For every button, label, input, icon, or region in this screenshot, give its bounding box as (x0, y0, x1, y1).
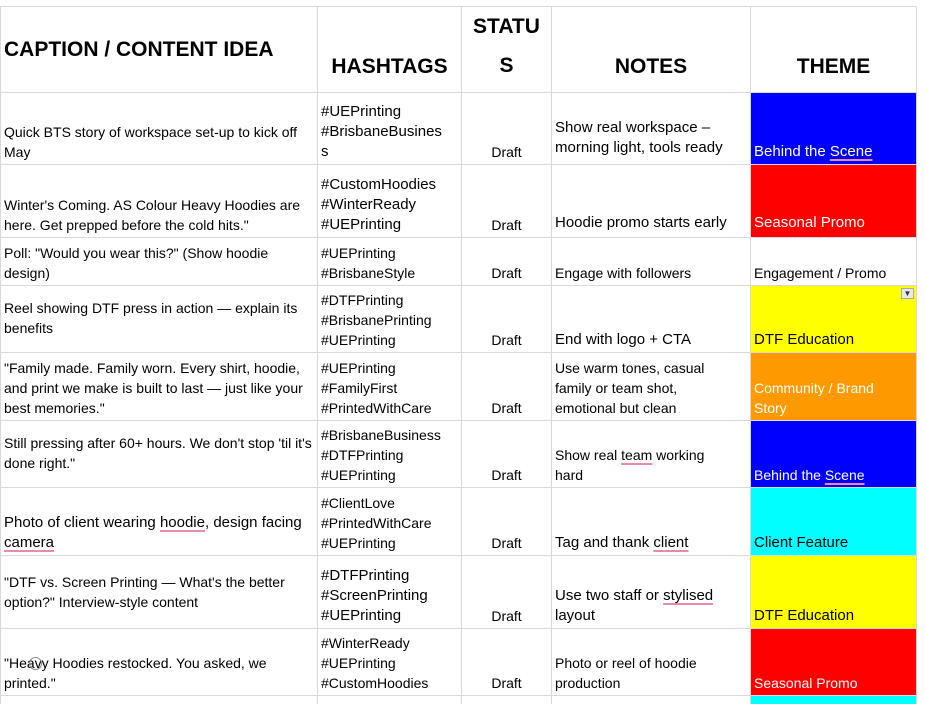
theme-text: Seasonal Promo (754, 675, 858, 691)
notes-line (555, 586, 747, 606)
hashtags-cell[interactable] (318, 238, 462, 286)
spellcheck-underline: hoodie (159, 514, 205, 531)
header-row (1, 7, 917, 93)
caption-cell[interactable] (1, 696, 318, 704)
status-cell[interactable]: Draft (462, 238, 552, 286)
theme-text: Seasonal Promo (754, 214, 865, 231)
hashtag: #UEPrinting (321, 103, 402, 120)
hashtag: #UEPrinting (321, 655, 396, 671)
spreadsheet (0, 6, 925, 704)
hashtag: #UEPrinting (321, 467, 396, 483)
hashtag: #WinterReady (321, 635, 410, 651)
table-row (1, 238, 917, 286)
theme-text: DTF Education (754, 331, 855, 348)
table-row (1, 165, 917, 238)
hashtag: #FamilyFirst (321, 380, 398, 396)
hashtag: #UEPrinting (321, 607, 402, 624)
status-cell[interactable]: Draft (462, 629, 552, 696)
caption-cell[interactable]: Winter's Coming. AS Colour Heavy Hoodies are here. Get prepped before the cold hits." (1, 165, 318, 238)
status-cell[interactable]: Draft (462, 421, 552, 488)
status-cell[interactable]: Draft (462, 286, 552, 353)
status-cell[interactable]: Draft (462, 93, 552, 165)
status-cell[interactable]: Draft (462, 556, 552, 629)
hashtag: #BrisbaneBusiness (321, 427, 441, 443)
caption-cell[interactable]: Poll: "Would you wear this?" (Show hoodie design) (1, 238, 318, 286)
theme-cell[interactable] (751, 93, 917, 165)
hashtag: #BrisbaneBusines (321, 123, 442, 140)
hashtag: #PrintedWithCare (321, 400, 432, 416)
notes-cell[interactable] (552, 629, 751, 696)
hashtags-cell[interactable] (318, 93, 462, 165)
header-hashtags[interactable]: HASHTAGS (318, 7, 462, 93)
caption-cell[interactable]: Quick BTS story of workspace set-up to kick off May (1, 93, 318, 165)
theme-cell[interactable] (751, 488, 917, 556)
table-row (1, 286, 917, 353)
caption-cell[interactable] (1, 556, 318, 629)
notes-cell[interactable] (552, 353, 751, 421)
header-notes[interactable]: NOTES (552, 7, 751, 93)
hashtag: #UEPrinting (321, 332, 396, 348)
notes-cell[interactable] (552, 165, 751, 238)
hashtag: #ClientLove (321, 495, 395, 511)
status-cell[interactable]: Draft (462, 353, 552, 421)
table-row (1, 629, 917, 696)
hashtags-cell[interactable] (318, 421, 462, 488)
hashtag: #BrisbaneStyle (321, 265, 416, 281)
theme-text: Community / Brand (754, 380, 874, 396)
hashtag: #CustomHoodies (321, 675, 429, 691)
hashtag: s (321, 143, 329, 160)
hashtag: #DTFPrinting (321, 447, 404, 463)
busy-cursor-icon (29, 657, 42, 670)
theme-cell[interactable] (751, 696, 917, 704)
table-row (1, 488, 917, 556)
notes-line: Use warm tones, casual (555, 360, 705, 376)
caption-cell[interactable]: "Family made. Family worn. Every shirt, hoodie, and print we make is built to last — just like your best memories." (1, 353, 318, 421)
notes-text: Tag and thank (555, 534, 654, 551)
theme-cell[interactable] (751, 353, 917, 421)
hashtag: #WinterReady (321, 196, 417, 213)
notes-line: Hoodie promo starts early (555, 214, 727, 231)
notes-cell[interactable] (552, 421, 751, 488)
hashtag: #UEPrinting (321, 245, 396, 261)
notes-cell[interactable] (552, 93, 751, 165)
header-caption[interactable]: CAPTION / CONTENT IDEA (1, 7, 318, 93)
hashtag: #ScreenPrinting (321, 587, 428, 604)
table-row (1, 421, 917, 488)
theme-cell[interactable] (751, 421, 917, 488)
hashtag: #UEPrinting (321, 535, 396, 551)
notes-cell[interactable] (552, 696, 751, 704)
notes-line: morning light, tools ready (555, 139, 723, 156)
theme-text: Engagement / Promo (754, 265, 887, 281)
chevron-down-icon[interactable]: ▼ (901, 288, 914, 299)
hashtag: #CustomHoodies (321, 176, 437, 193)
hashtag: #UEPrinting (321, 216, 402, 233)
notes-line: emotional but clean (555, 400, 677, 416)
status-cell[interactable]: Draft (462, 165, 552, 238)
notes-line: hard (555, 467, 584, 483)
header-status-line2: S (499, 54, 514, 77)
header-status-line1: STATU (473, 15, 540, 38)
notes-cell[interactable] (552, 488, 751, 556)
hashtags-cell[interactable] (318, 696, 462, 704)
theme-cell[interactable] (751, 238, 917, 286)
caption-text: "Heavy Hoodies restocked. You asked, we printed." (4, 655, 267, 691)
theme-text: DTF Education (754, 607, 855, 624)
hashtag: #UEPrinting (321, 360, 396, 376)
notes-line: production (555, 675, 621, 691)
hashtags-cell[interactable] (318, 556, 462, 629)
notes-line: layout (555, 607, 596, 624)
caption-cell[interactable] (1, 488, 318, 556)
hashtags-cell[interactable] (318, 165, 462, 238)
caption-text: Reel showing DTF press in action — explain its benefits (4, 300, 298, 336)
table-row (1, 696, 917, 704)
theme-cell[interactable] (751, 286, 917, 353)
notes-line: End with logo + CTA (555, 331, 692, 348)
caption-cell[interactable] (1, 629, 318, 696)
hashtags-cell[interactable] (318, 353, 462, 421)
table-row (1, 556, 917, 629)
caption-text: Still pressing after 60+ hours. We don't stop 'til it's done right." (4, 435, 312, 471)
hashtag: #BrisbanePrinting (321, 312, 432, 328)
hashtags-cell[interactable] (318, 286, 462, 353)
table-row (1, 353, 917, 421)
header-status[interactable] (462, 7, 552, 93)
notes-line: family or team shot, (555, 380, 678, 396)
notes-line: Photo or reel of hoodie (555, 655, 697, 671)
theme-text: Story (754, 400, 787, 416)
theme-cell[interactable] (751, 165, 917, 238)
table-row (1, 93, 917, 165)
hashtags-cell[interactable] (318, 629, 462, 696)
theme-cell[interactable] (751, 556, 917, 629)
header-theme[interactable]: THEME (751, 7, 917, 93)
theme-text-underlined: Scene (829, 143, 873, 160)
content-calendar-table (0, 6, 917, 704)
theme-text: Behind the (754, 143, 830, 160)
caption-text: Photo of client wearing hoodie, design facing camera (4, 514, 302, 551)
notes-text-underlined: stylised (663, 587, 714, 604)
status-cell[interactable]: Draft (462, 488, 552, 556)
notes-line (555, 445, 747, 465)
hashtags-cell[interactable] (318, 488, 462, 556)
notes-cell[interactable] (552, 556, 751, 629)
notes-text-underlined: team (621, 447, 653, 463)
theme-text: Behind the (754, 467, 825, 483)
caption-cell[interactable] (1, 286, 318, 353)
spellcheck-underline: camera (4, 534, 55, 551)
theme-text-underlined: Scene (824, 467, 865, 483)
caption-cell[interactable] (1, 421, 318, 488)
caption-text: "DTF vs. Screen Printing — What's the better option?" Interview-style content (4, 574, 285, 610)
notes-line: Show real workspace – (555, 119, 711, 136)
notes-text: working (652, 447, 705, 463)
hashtag: #PrintedWithCare (321, 515, 432, 531)
hashtag: #DTFPrinting (321, 292, 404, 308)
theme-text: Client Feature (754, 534, 849, 551)
notes-text: Show real (555, 447, 622, 463)
theme-cell[interactable] (751, 629, 917, 696)
hashtag: #DTFPrinting (321, 567, 410, 584)
notes-line: Engage with followers (555, 265, 692, 281)
notes-cell[interactable] (552, 286, 751, 353)
notes-cell[interactable] (552, 238, 751, 286)
notes-text: Use two staff or (555, 587, 664, 604)
status-cell[interactable] (462, 696, 552, 704)
notes-text-underlined: client (653, 534, 689, 551)
